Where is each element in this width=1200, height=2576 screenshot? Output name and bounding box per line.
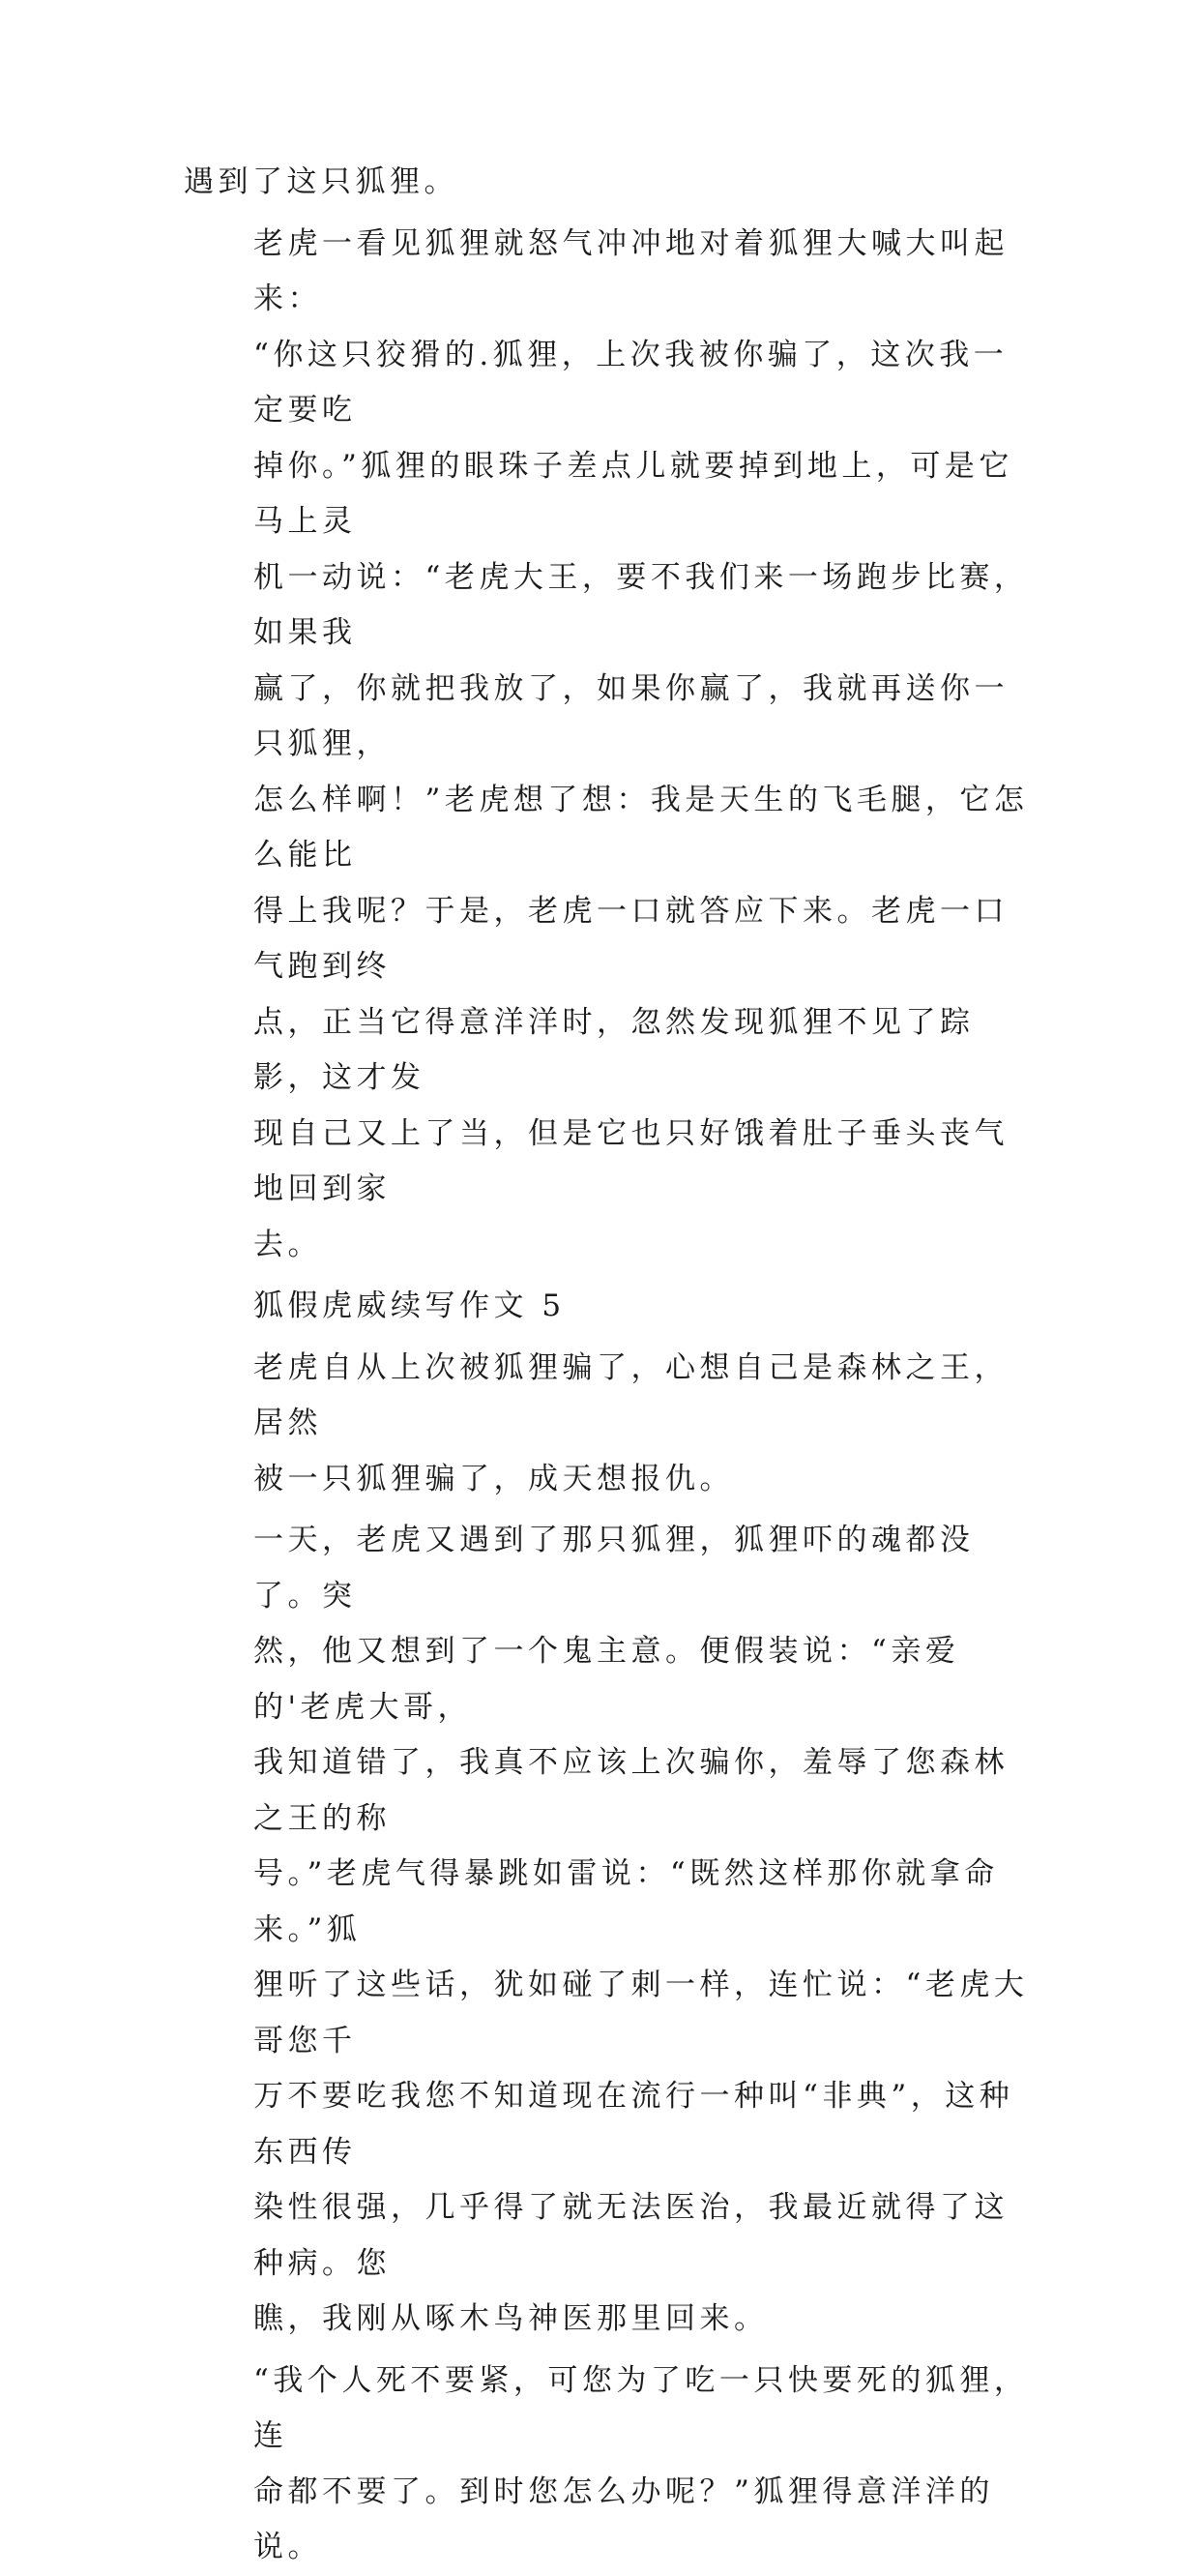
paragraph-fox-boast: “我个人死不要紧，可您为了吃一只快要死的狐狸，连 命都不要了。到时您怎么办呢？”狐狸得意洋洋的说。 <box>253 2362 1029 2564</box>
paragraph-fox-trick: 一天，老虎又遇到了那只狐狸，狐狸吓的魂都没了。突 然，他又想到了一个鬼主意。便假装说：“亲爱的'老虎大哥， 我知道错了，我真不应该上次骗你，羞辱了您森林之王的称 号。”老虎气得暴跳如雷说：“既然这样那你就拿命来。”狐 狸听了这些话，犹如碰了刺一样，连忙说：“老虎大哥您千 万不要吃我您不知道现在流行一种叫“非典”，这种东西传 染性很强，几乎得了就无法医治，我最近就得了这种病。您 瞧，我刚从啄木鸟神医那里回来。 <box>253 1523 1029 2336</box>
paragraph-continuation: 遇到了这只狐狸。 <box>184 164 458 199</box>
document-body <box>184 155 1035 2576</box>
section-heading: 狐假虎威续写作文 5 <box>253 1288 566 1323</box>
paragraph-tiger-chase: 老虎一看见狐狸就怒气冲冲地对着狐狸大喊大叫起来： “你这只狡猾的.狐狸，上次我被你骗了，这次我一定要吃 掉你。”狐狸的眼珠子差点儿就要掉到地上，可是它马上灵 机一动说：“老虎大王，要不我们来一场跑步比赛，如果我 赢了，你就把我放了，如果你赢了，我就再送你一只狐狸， 怎么样啊！”老虎想了想：我是天生的飞毛腿，它怎么能比 得上我呢？于是，老虎一口就答应下来。老虎一口气跑到终 点，正当它得意洋洋时，忽然发现狐狸不见了踪影，这才发 现自己又上了当，但是它也只好饿着肚子垂头丧气地回到家 去。 <box>253 225 1029 1262</box>
paragraph-revenge: 老虎自从上次被狐狸骗了，心想自己是森林之王，居然 被一只狐狸骗了，成天想报仇。 <box>253 1349 1009 1496</box>
